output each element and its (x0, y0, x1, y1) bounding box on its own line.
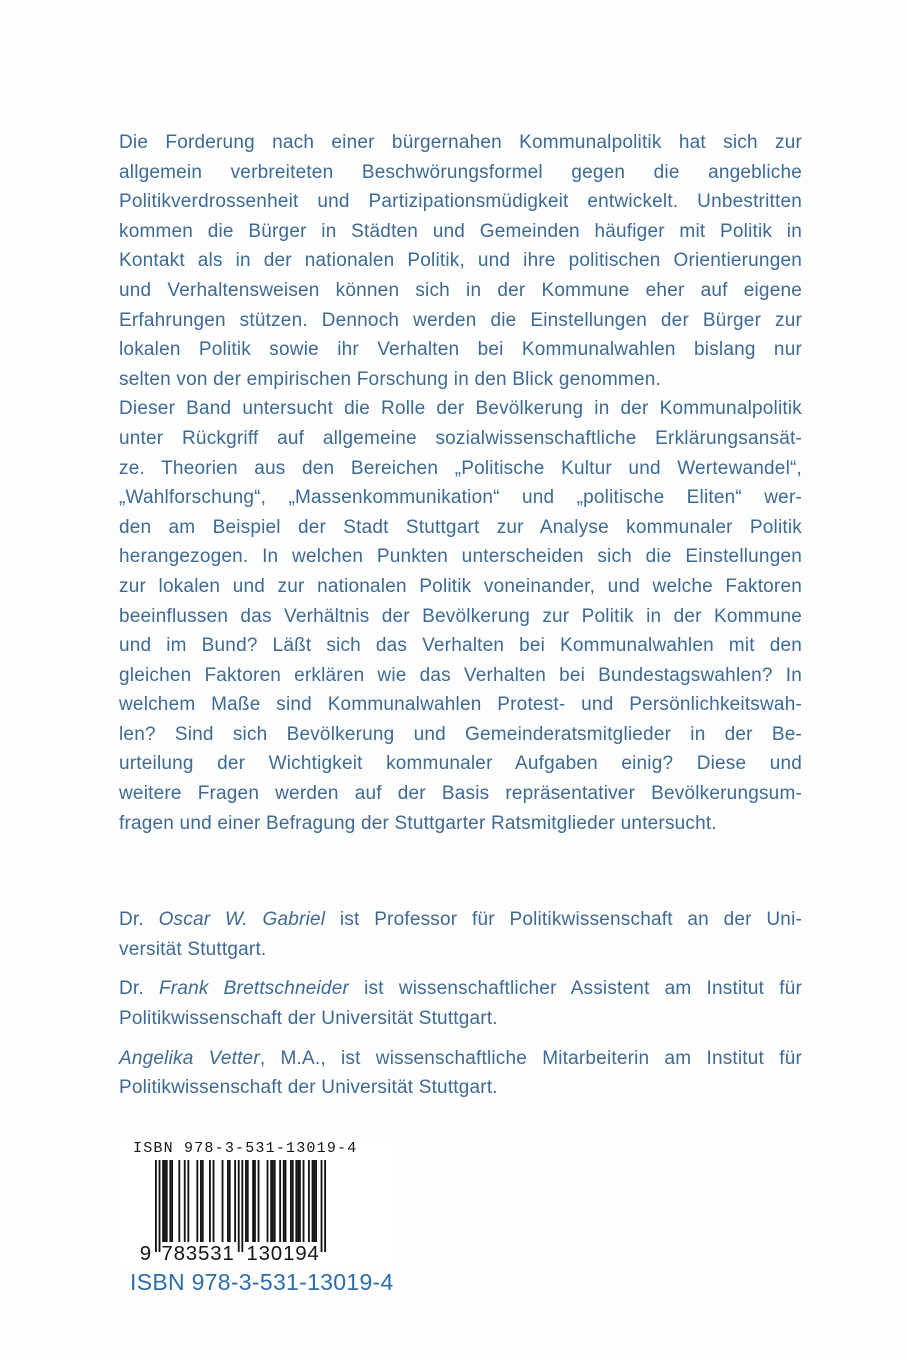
svg-text:130194: 130194 (246, 1242, 320, 1263)
blurb-paragraph-2: Dieser Band untersucht die Rolle der Bevölkerung in der Kommunalpolitik unter Rückgriff auf allgemeine sozialwissenschaftliche Erklärungsansät- ze. Theorien aus den Bereichen „Politische Kultur und Wertewandel“, „Wahlforschung“, „Massenkommunikation“ und „politische Eliten“ wer- den am Beispiel der Stadt Stuttgart zur Analyse kommunaler Politik herangezogen. In welchen Punkten unterscheiden sich die Einstellungen zur lokalen und zur nationalen Politik voneinander, und welche Faktoren beeinflussen das Verhältnis der Bevölkerung zur Politik in der Kommune und im Bund? Läßt sich das Verhalten bei Kommunalwahlen mit den gleichen Faktoren erklären wie das Verhalten bei Bundestagswahlen? In welchem Maße sind Kommunalwahlen Protest- und Persönlichkeitswah- len? Sind sich Bevölkerung und Gemeinderatsmitglieder in der Be- urteilung der Wichtigkeit kommunaler Aufgaben einig? Diese und weitere Fragen werden auf der Basis repräsentativer Bevölkerungsum- fragen und einer Befragung der Stuttgarter Ratsmitglieder untersucht. (119, 398, 802, 834)
blurb-paragraph-1: Die Forderung nach einer bürgernahen Kommunalpolitik hat sich zur allgemein verbreiteten Beschwörungsformel gegen die angebliche Politikverdrossenheit und Partizipationsmüdigkeit entwickelt. Unbestritten kommen die Bürger in Städten und Gemeinden häufiger mit Politik in Kontakt als in der nationalen Politik, und ihre politischen Orientierungen und Verhaltensweisen können sich in der Kommune eher auf eigene Erfahrungen stützen. Dennoch werden die Einstellungen der Bürger zur lokalen Politik sowie ihr Verhalten bei Kommunalwahlen bislang nur selten von der empirischen Forschung in den Blick genommen. (119, 132, 802, 390)
back-cover-text (119, 128, 802, 1113)
author-bios (119, 905, 802, 1103)
author-bio-gabriel: Dr. Oscar W. Gabriel ist Professor für Politikwissenschaft an der Uni- versität Stuttgart. (119, 909, 803, 960)
author-bio-vetter: Angelika Vetter, M.A., ist wissenschaftliche Mitarbeiterin am Institut für Politikwissenschaft der Universität Stuttgart. (119, 1047, 802, 1099)
svg-text:9: 9 (139, 1242, 152, 1263)
author-bio-brettschneider: Dr. Frank Brettschneider ist wissenschaftlicher Assistent am Institut für Politikwissenschaft der Universität Stuttgart. (119, 978, 803, 1030)
svg-text:783531: 783531 (161, 1242, 235, 1263)
barcode-isbn-header: ISBN 978-3-531-13019-4 (133, 1140, 358, 1157)
ean13-barcode (139, 1160, 330, 1268)
footer-isbn: ISBN 978-3-531-13019-4 (130, 1269, 394, 1295)
barcode-box (118, 1138, 392, 1264)
